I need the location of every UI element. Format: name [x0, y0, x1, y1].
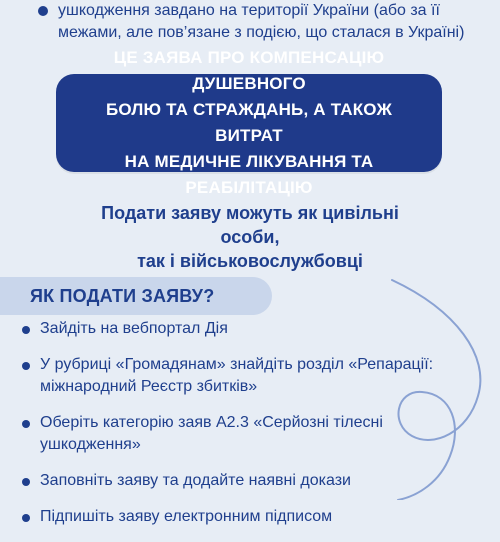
- who-can-apply-text: Подати заяву можуть як цивільні особи, так і військовослужбовці: [101, 203, 399, 271]
- bullet-dot: [38, 6, 48, 16]
- bullet-dot: [22, 514, 30, 522]
- bullet-dot: [22, 478, 30, 486]
- step-text: Заповніть заяву та додайте наявні докази: [40, 472, 351, 489]
- step-item: [22, 470, 492, 492]
- top-bullet-text: ушкодження завдано на території України (або за її межами, але пов’язане з подією, що сталася в Україні): [58, 2, 465, 41]
- step-text: Зайдіть на вебпортал Дія: [40, 320, 228, 337]
- how-to-apply-header: [0, 277, 272, 315]
- step-item: [22, 318, 492, 340]
- bullet-dot: [22, 326, 30, 334]
- step-text: У рубриці «Громадянам» знайдіть розділ «Репарації: міжнародний Реєстр збитків»: [40, 356, 434, 395]
- step-item: [22, 354, 492, 398]
- statement-box: [56, 48, 442, 197]
- how-to-apply-title: ЯК ПОДАТИ ЗАЯВУ?: [30, 285, 215, 306]
- step-item: [22, 412, 492, 456]
- bullet-dot: [22, 420, 30, 428]
- step-text: Оберіть категорію заяв А2.3 «Серйозні тілесні ушкодження»: [40, 414, 383, 453]
- step-item: [22, 506, 492, 528]
- how-to-apply-steps: [22, 318, 492, 542]
- bullet-dot: [22, 362, 30, 370]
- statement-text: ЦЕ ЗАЯВА ПРО КОМПЕНСАЦІЮ ДУШЕВНОГО БОЛЮ ТА СТРАЖДАНЬ, А ТАКОЖ ВИТРАТ НА МЕДИЧНЕ ЛІКУВАННЯ ТА РЕАБІЛІТАЦІЮ: [105, 48, 393, 197]
- step-text: Підпишіть заяву електронним підписом: [40, 508, 333, 525]
- top-bullet-item: [38, 0, 478, 44]
